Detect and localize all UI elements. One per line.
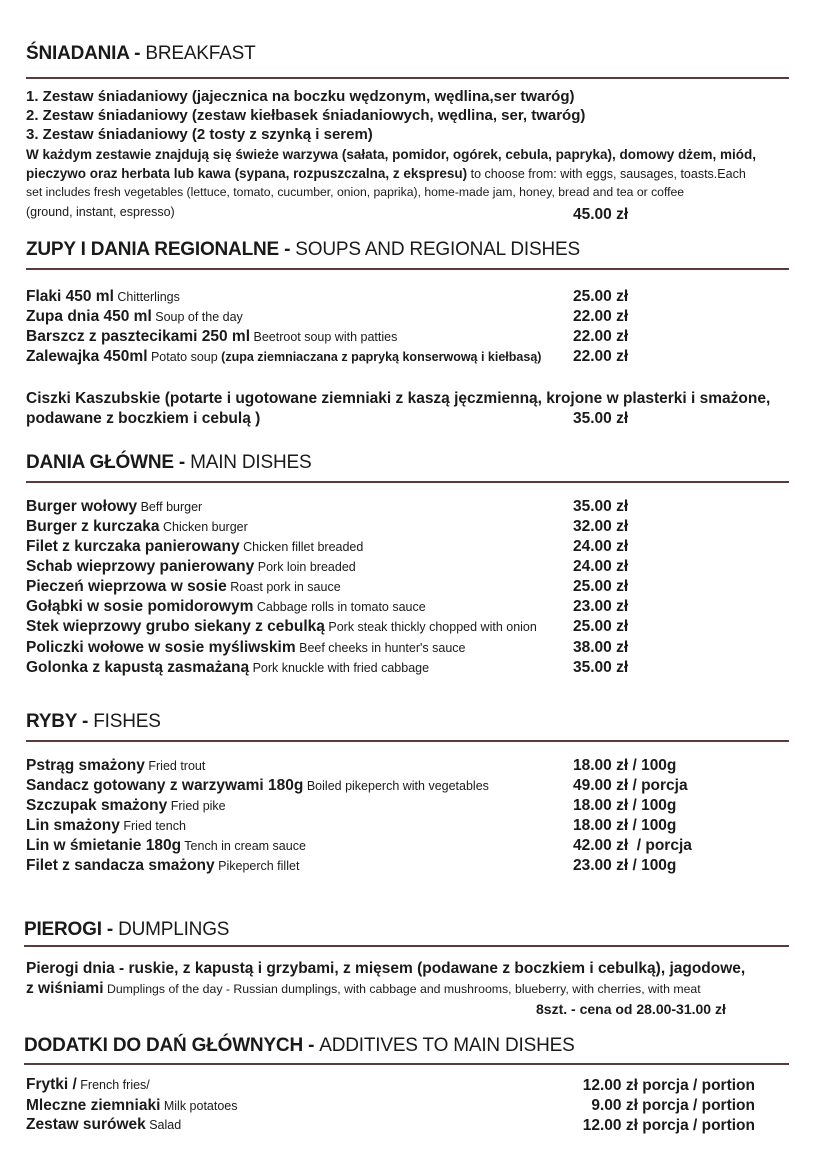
soups-rule — [26, 268, 789, 270]
menu-item: Burger z kurczaka Chicken burger — [26, 518, 248, 535]
menu-item-price: 23.00 zł / 100g — [573, 857, 677, 874]
menu-item: Zestaw surówek Salad — [26, 1116, 182, 1133]
menu-item: Flaki 450 ml Chitterlings — [26, 288, 180, 305]
breakfast-desc-1: W każdym zestawie znajdują się świeże warzywa (sałata, pomidor, ogórek, cebula, papryka), domowy dżem, miód, — [26, 147, 756, 162]
ciszki-line-1: Ciszki Kaszubskie (potarte i ugotowane ziemniaki z kaszą jęczmienną, krojone w plasterki i smażone, — [26, 390, 771, 407]
menu-item: Golonka z kapustą zasmażaną Pork knuckle with fried cabbage — [26, 659, 430, 676]
menu-item-price: 23.00 zł — [573, 598, 629, 615]
menu-item-price: 25.00 zł — [573, 288, 629, 305]
menu-item: Pstrąg smażony Fried trout — [26, 757, 206, 774]
additives-heading: DODATKI DO DAŃ GŁÓWNYCH - ADDITIVES TO MAIN DISHES — [24, 1035, 575, 1056]
breakfast-set-3: 3. Zestaw śniadaniowy (2 tosty z szynką i serem) — [26, 126, 373, 143]
breakfast-heading: ŚNIADANIA - BREAKFAST — [26, 43, 256, 64]
menu-item: Mleczne ziemniaki Milk potatoes — [26, 1097, 238, 1114]
menu-item-price: 18.00 zł / 100g — [573, 757, 677, 774]
breakfast-set-2: 2. Zestaw śniadaniowy (zestaw kiełbasek śniadaniowych, wędlina, ser, twaróg) — [26, 107, 586, 124]
menu-item-price: 42.00 zł / porcja — [573, 837, 692, 854]
menu-item-price: 18.00 zł / 100g — [573, 817, 677, 834]
menu-item: Szczupak smażony Fried pike — [26, 797, 226, 814]
breakfast-set-1: 1. Zestaw śniadaniowy (jajecznica na boczku wędzonym, wędlina,ser twaróg) — [26, 88, 575, 105]
menu-item: Filet z sandacza smażony Pikeperch fillet — [26, 857, 300, 874]
menu-item-price: 24.00 zł — [573, 558, 629, 575]
menu-item: Pieczeń wieprzowa w sosie Roast pork in sauce — [26, 578, 341, 595]
menu-item: Zupa dnia 450 ml Soup of the day — [26, 308, 243, 325]
menu-item-price: 32.00 zł — [573, 518, 629, 535]
menu-item-price: 18.00 zł / 100g — [573, 797, 677, 814]
menu-item-price: 12.00 zł porcja / portion — [582, 1117, 755, 1134]
menu-item: Schab wieprzowy panierowany Pork loin breaded — [26, 558, 356, 575]
breakfast-price: 45.00 zł — [573, 206, 629, 223]
mains-rule — [26, 481, 789, 483]
menu-item: Zalewajka 450ml Potato soup (zupa ziemniaczana z papryką konserwową i kiełbasą) — [26, 348, 542, 365]
fish-rule — [26, 740, 789, 742]
menu-item: Lin smażony Fried tench — [26, 817, 186, 834]
menu-item-price: 49.00 zł / porcja — [573, 777, 688, 794]
menu-item: Stek wieprzowy grubo siekany z cebulką Pork steak thickly chopped with onion — [26, 618, 537, 635]
menu-item-price: 12.00 zł porcja / portion — [582, 1077, 755, 1094]
menu-item: Filet z kurczaka panierowany Chicken fillet breaded — [26, 538, 364, 555]
menu-item-price: 9.00 zł porcja / portion — [591, 1097, 755, 1114]
dumplings-line-1: Pierogi dnia - ruskie, z kapustą i grzybami, z mięsem (podawane z boczkiem i cebulką), jagodowe, — [26, 960, 746, 977]
menu-item: Sandacz gotowany z warzywami 180g Boiled pikeperch with vegetables — [26, 777, 489, 794]
ciszki-line-2: podawane z boczkiem i cebulą ) — [26, 410, 261, 427]
menu-item: Policzki wołowe w sosie myśliwskim Beef cheeks in hunter's sauce — [26, 639, 466, 656]
breakfast-desc-2: pieczywo oraz herbata lub kawa (sypana, rozpuszczalna, z ekspresu) to choose from: with eggs, sausages, toasts.Each — [26, 166, 746, 181]
ciszki-price: 35.00 zł — [573, 410, 629, 427]
additives-rule — [24, 1063, 789, 1065]
menu-item-price: 24.00 zł — [573, 538, 629, 555]
menu-item-price: 35.00 zł — [573, 498, 629, 515]
menu-item: Lin w śmietanie 180g Tench in cream sauce — [26, 837, 306, 854]
breakfast-desc-4: (ground, instant, espresso) — [26, 205, 175, 219]
menu-item-price: 25.00 zł — [573, 618, 629, 635]
menu-item: Gołąbki w sosie pomidorowym Cabbage rolls in tomato sauce — [26, 598, 426, 615]
fish-heading: RYBY - FISHES — [26, 711, 161, 732]
menu-item: Burger wołowy Beff burger — [26, 498, 203, 515]
dumplings-line-2: z wiśniami Dumplings of the day - Russian dumplings, with cabbage and mushrooms, blueberry, with cherries, with meat — [26, 980, 701, 997]
dumplings-rule — [24, 945, 789, 947]
menu-item-price: 25.00 zł — [573, 578, 629, 595]
menu-item: Barszcz z pasztecikami 250 ml Beetroot soup with patties — [26, 328, 398, 345]
breakfast-rule — [26, 77, 789, 79]
menu-item-price: 22.00 zł — [573, 348, 629, 365]
dumplings-heading: PIEROGI - DUMPLINGS — [24, 919, 230, 940]
menu-item-price: 38.00 zł — [573, 639, 629, 656]
dumplings-price: 8szt. - cena od 28.00-31.00 zł — [536, 1001, 726, 1017]
menu-item-price: 22.00 zł — [573, 328, 629, 345]
menu-item-price: 35.00 zł — [573, 659, 629, 676]
menu-item: Frytki / French fries/ — [26, 1076, 150, 1093]
mains-heading: DANIA GŁÓWNE - MAIN DISHES — [26, 452, 312, 473]
breakfast-desc-3: set includes fresh vegetables (lettuce, tomato, cucumber, onion, paprika), home-made jam, honey, bread and tea or coffee — [26, 185, 685, 199]
menu-item-price: 22.00 zł — [573, 308, 629, 325]
soups-heading: ZUPY I DANIA REGIONALNE - SOUPS AND REGIONAL DISHES — [26, 239, 580, 260]
